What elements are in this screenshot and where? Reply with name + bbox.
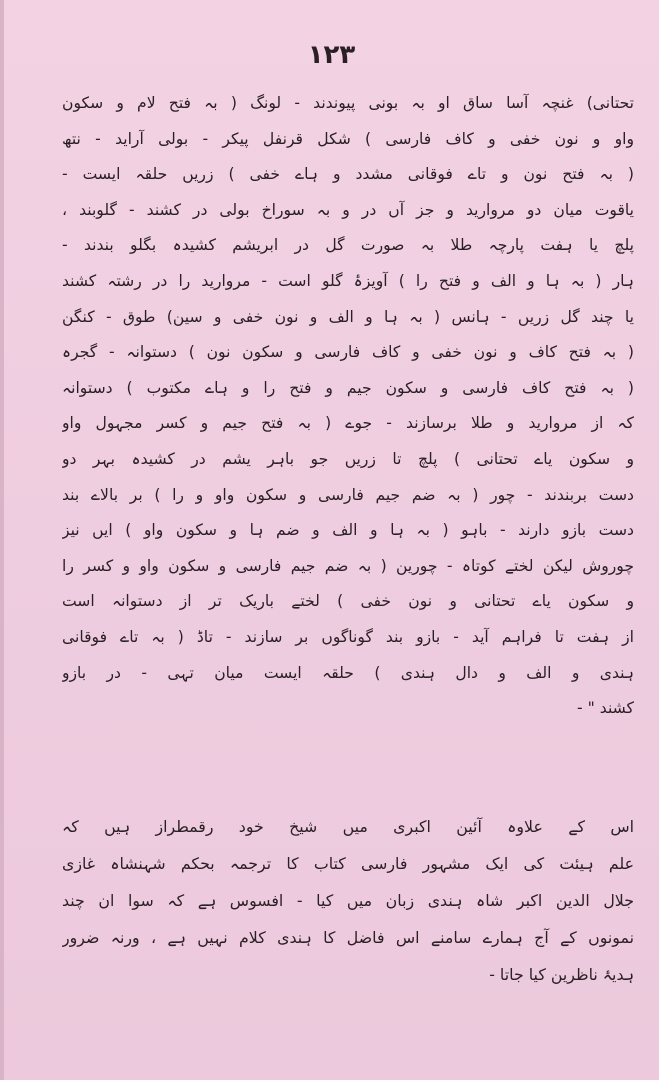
text-line: چوروش لیکن لختے کوتاہ - چورین ( بہ ضم جیم فارسی و سکون واو و کسر را [62,556,634,575]
page-number: ۱۲۳ [307,40,356,70]
text-line: ہار ( بہ ہا و الف و فتح را ) آویزۂ گلو است - مروارید را در رشتہ کشند [62,271,634,290]
text-line: علم ہیئت کی ایک مشہور فارسی کتاب کا ترجمہ بحکم شہنشاہ غازی [62,854,634,873]
text-line: ہندی و الف و دال ہندی ) حلقہ ایست میان تہی - در بازو [62,663,634,682]
text-line: کہ از مروارید و طلا برسازند - جوے ( بہ فتح جیم و کسر مجہول واو [62,414,634,433]
text-line: کشند " - [577,699,634,718]
text-line: اس کے علاوہ آئین اکبری میں شیخ خود رقمطراز ہیں کہ [62,817,634,836]
text-line: از ہفت تا فراہم آید - بازو بند گوناگوں بر سازند - تاڈ ( بہ تاے فوقانی [62,627,634,646]
text-line: نمونوں کے آج ہمارے سامنے اس فاضل کا ہندی کلام نہیں ہے ، ورنہ ضرور [62,928,634,947]
text-line: پلچ یا ہفت پارچہ طلا بہ صورت گل در ابریشم کشیدہ بگلو بندند - [62,236,634,255]
paragraph-2 [62,808,634,993]
text-line: ( بہ فتح کاف فارسی و سکون جیم و فتح را و ہاے مکتوب ) دستوانہ [62,378,634,397]
text-line: و سکون یاے تحتانی ) پلچ تا زریں جو باہر یشم در کشیدہ بہر دو [62,449,634,468]
text-line: یاقوت میان دو مروارید و جز آں در و بہ سوراخ بولی در کشند - گلوبند ، [62,200,634,219]
text-line: ( بہ فتح کاف و نون خفی و کاف فارسی و سکون نون ) دستوانہ - گجرہ [62,343,634,362]
text-line: واو و نون خفی و کاف فارسی ) شکل قرنفل پیکر - بولی آراید - نتھ [62,129,634,148]
text-line: دست بازو دارند - باہو ( بہ ہا و الف و ضم ہا و سکون واو ) ایں نیز [62,521,634,540]
text-line: دست بربندند - چور ( بہ ضم جیم فارسی و سکون واو و را ) بر بالاے بند [62,485,634,504]
text-line: جلال الدین اکبر شاہ ہندی زبان میں کیا - افسوس ہے کہ سوا ان چند [62,891,634,910]
paragraph-1 [62,86,634,727]
text-line: ( بہ فتح نون و تاے فوقانی مشدد و ہاے خفی ) زریں حلقہ ایست - [62,165,634,184]
text-line: یا چند گل زریں - ہانس ( بہ ہا و الف و نون خفی و سین) طوق - کنگن [62,307,634,326]
text-line: ہدیۂ ناظرین کیا جاتا - [489,965,634,984]
text-line: و سکون یاے تحتانی و نون خفی ) لختے باریک تر از دستوانہ است [62,592,634,611]
text-line: تحتانی) غنچہ آسا ساق او بہ بونی پیوندند - لونگ ( بہ فتح لام و سکون [62,94,634,112]
